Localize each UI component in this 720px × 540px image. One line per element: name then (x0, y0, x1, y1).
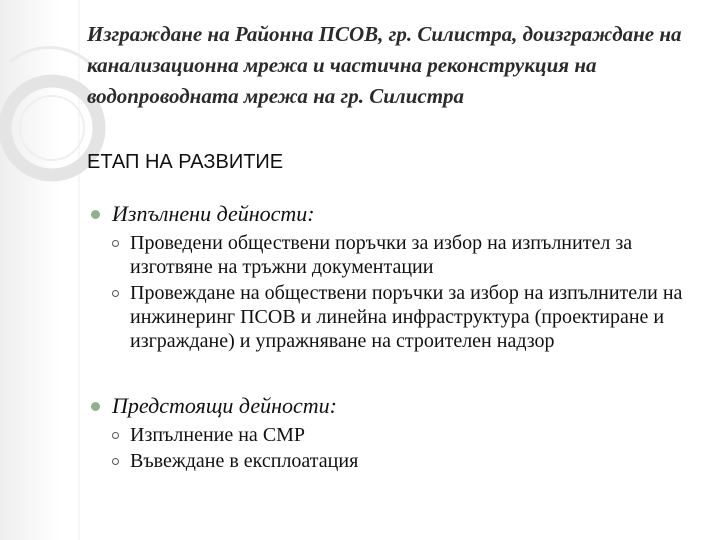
hollow-ring-bullet-icon (112, 240, 119, 247)
section-heading-label: Предстоящи дейности: (112, 393, 337, 418)
completed-items-list (87, 231, 717, 353)
ring-decoration-icon (5, 47, 99, 175)
filled-circle-bullet-icon (91, 210, 100, 219)
section-spacer (87, 353, 717, 391)
list-item-text: Проведени обществени поръчки за избор на изпълнител за изготвяне на тръжни документации (130, 232, 633, 278)
upcoming-items-list (87, 423, 717, 473)
section-heading-label: Изпълнени дейности: (112, 201, 315, 226)
section-completed (87, 199, 717, 353)
list-item (112, 281, 717, 353)
list-item (112, 231, 717, 279)
list-item (112, 449, 717, 473)
slide-content (87, 199, 717, 473)
list-item (112, 423, 717, 447)
left-band (0, 0, 60, 540)
hollow-ring-bullet-icon (112, 458, 119, 465)
section-heading-upcoming (87, 391, 717, 421)
hollow-ring-bullet-icon (112, 432, 119, 439)
slide-title: Изграждане на Районна ПСОВ, гр. Силистра, доизграждане на канализационна мрежа и частична реконструкция на водопроводната мрежа на гр. Силистра (87, 22, 682, 108)
section-heading-completed (87, 199, 717, 229)
hollow-ring-bullet-icon (112, 290, 119, 297)
list-item-text: Провеждане на обществени поръчки за избор на изпълнители на инжинеринг ПСОВ и линейна инфраструктура (проектиране и изграждане) и упражняване на строителен надзор (130, 282, 683, 352)
section-upcoming (87, 391, 717, 473)
list-item-text: Въвеждане в експлоатация (130, 450, 359, 472)
list-item-text: Изпълнение на СМР (130, 424, 306, 446)
slide-subtitle: ЕТАП НА РАЗВИТИЕ (87, 151, 284, 173)
filled-circle-bullet-icon (91, 402, 100, 411)
